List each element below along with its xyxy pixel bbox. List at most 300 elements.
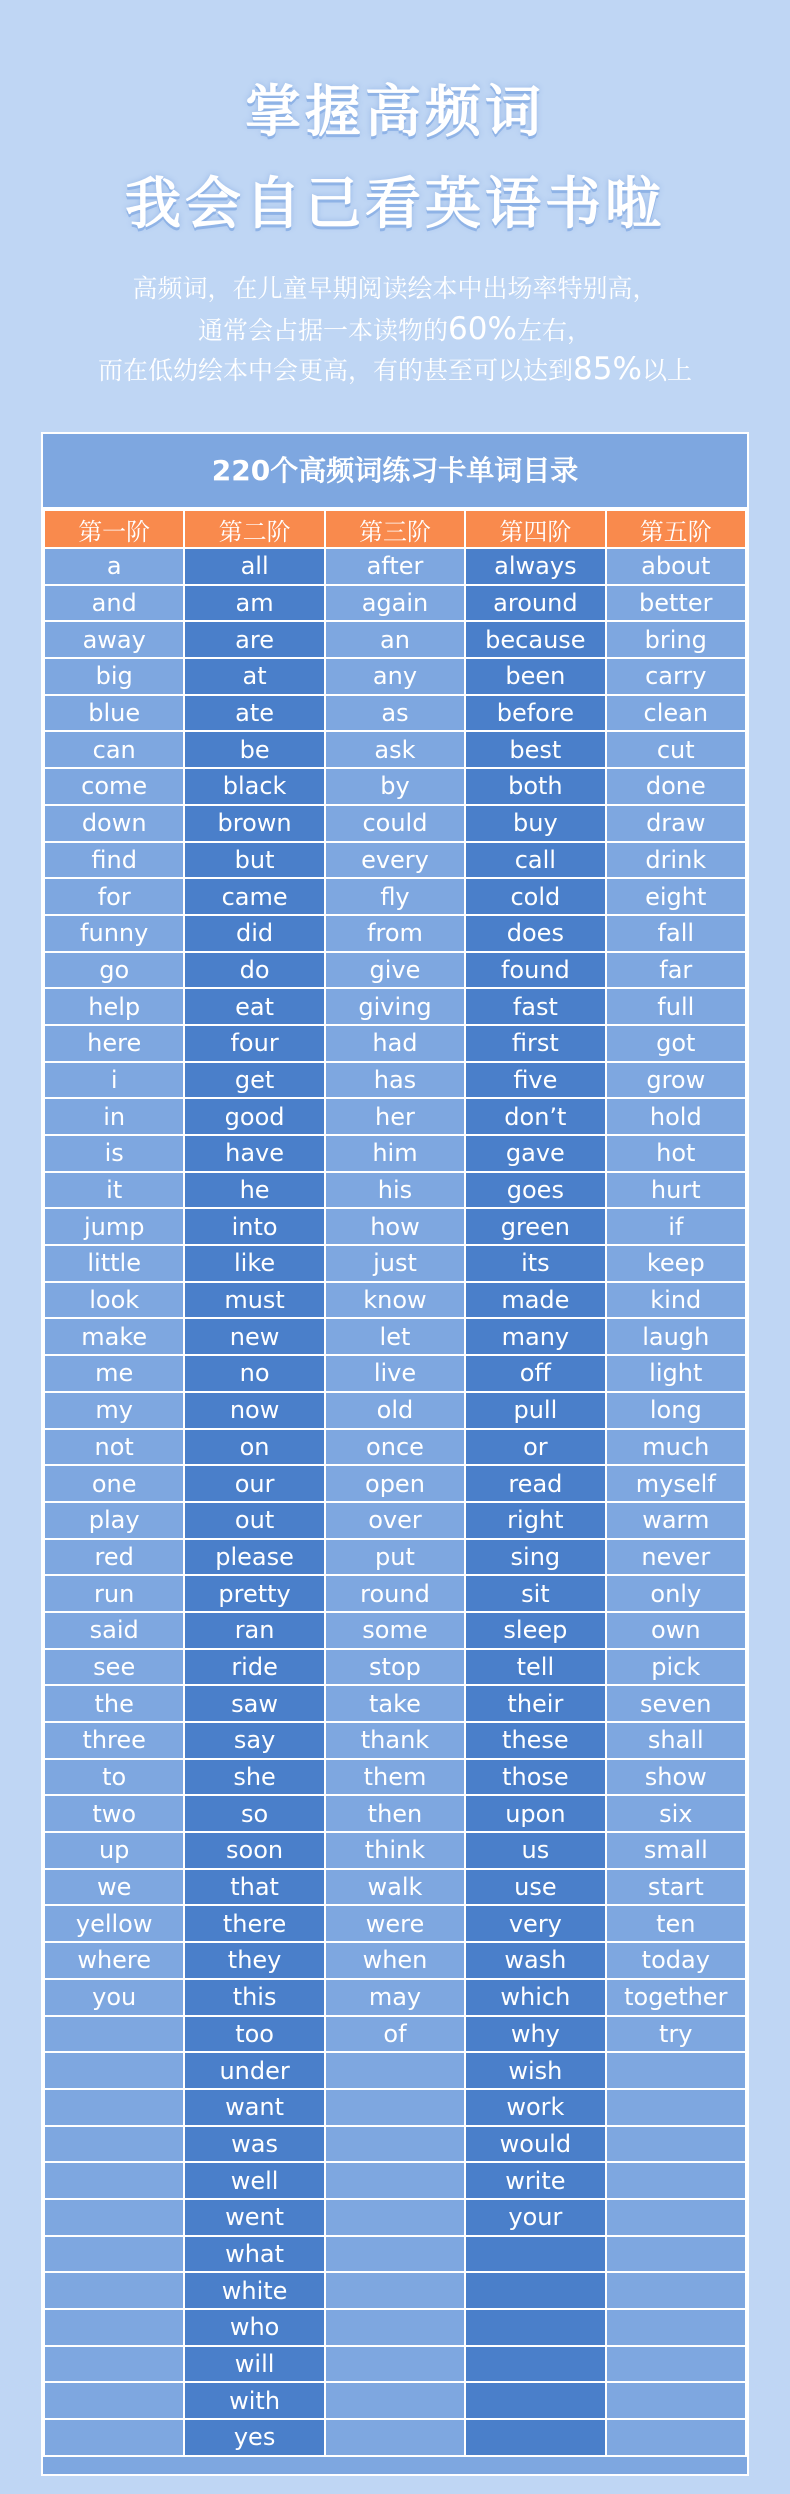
word-cell: got bbox=[606, 1025, 746, 1062]
word-cell: his bbox=[325, 1172, 465, 1209]
table-row bbox=[44, 1062, 746, 1099]
table-row bbox=[44, 1392, 746, 1429]
table-row bbox=[44, 2199, 746, 2236]
word-cell: fly bbox=[325, 878, 465, 915]
word-cell: thank bbox=[325, 1722, 465, 1759]
table-row bbox=[44, 1869, 746, 1906]
word-cell: have bbox=[184, 1135, 324, 1172]
word-cell: well bbox=[184, 2162, 324, 2199]
word-cell: will bbox=[184, 2346, 324, 2383]
word-cell: out bbox=[184, 1502, 324, 1539]
word-cell bbox=[44, 2382, 184, 2419]
word-cell: shall bbox=[606, 1722, 746, 1759]
word-cell bbox=[44, 2089, 184, 2126]
word-cell: warm bbox=[606, 1502, 746, 1539]
table-row bbox=[44, 2052, 746, 2089]
word-cell: us bbox=[465, 1832, 605, 1869]
word-cell: know bbox=[325, 1282, 465, 1319]
word-cell bbox=[606, 2272, 746, 2309]
table-row bbox=[44, 1098, 746, 1135]
word-cell: bring bbox=[606, 621, 746, 658]
word-cell bbox=[44, 2236, 184, 2273]
word-cell bbox=[44, 2016, 184, 2053]
page-title-line2: 我会自己看英语书啦 bbox=[125, 172, 665, 237]
column-header-level2: 第二阶 bbox=[184, 510, 324, 548]
word-cell: because bbox=[465, 621, 605, 658]
word-cell: off bbox=[465, 1355, 605, 1392]
intro-line2-text-b: 左右， bbox=[516, 316, 592, 345]
word-cell: both bbox=[465, 768, 605, 805]
table-body bbox=[44, 548, 746, 2456]
word-cell: are bbox=[184, 621, 324, 658]
word-cell: get bbox=[184, 1062, 324, 1099]
word-cell bbox=[44, 2272, 184, 2309]
word-cell: think bbox=[325, 1832, 465, 1869]
word-cell: put bbox=[325, 1539, 465, 1576]
table-row bbox=[44, 548, 746, 585]
table-row bbox=[44, 1245, 746, 1282]
word-cell: eat bbox=[184, 988, 324, 1025]
word-cell: on bbox=[184, 1429, 324, 1466]
word-cell: you bbox=[44, 1979, 184, 2016]
word-cell: only bbox=[606, 1575, 746, 1612]
word-cell: from bbox=[325, 915, 465, 952]
word-cell: say bbox=[184, 1722, 324, 1759]
word-cell: one bbox=[44, 1465, 184, 1502]
word-cell: find bbox=[44, 842, 184, 879]
table-row bbox=[44, 2016, 746, 2053]
table-row bbox=[44, 1282, 746, 1319]
word-cell: red bbox=[44, 1539, 184, 1576]
word-cell bbox=[325, 2089, 465, 2126]
word-cell: pick bbox=[606, 1649, 746, 1686]
word-cell: came bbox=[184, 878, 324, 915]
word-cell: we bbox=[44, 1869, 184, 1906]
word-cell bbox=[325, 2419, 465, 2456]
page-title-line1: 掌握高频词 bbox=[245, 80, 545, 145]
word-cell: here bbox=[44, 1025, 184, 1062]
word-cell: which bbox=[465, 1979, 605, 2016]
table-row bbox=[44, 2346, 746, 2383]
word-cell: fall bbox=[606, 915, 746, 952]
word-cell: said bbox=[44, 1612, 184, 1649]
table-row bbox=[44, 1942, 746, 1979]
table-row bbox=[44, 2236, 746, 2273]
word-cell: those bbox=[465, 1759, 605, 1796]
word-cell: go bbox=[44, 952, 184, 989]
word-cell: hurt bbox=[606, 1172, 746, 1209]
word-cell: clean bbox=[606, 695, 746, 732]
word-cell: wish bbox=[465, 2052, 605, 2089]
word-cell: run bbox=[44, 1575, 184, 1612]
word-cell: your bbox=[465, 2199, 605, 2236]
word-cell: cold bbox=[465, 878, 605, 915]
word-cell: let bbox=[325, 1318, 465, 1355]
table-row bbox=[44, 695, 746, 732]
word-cell: up bbox=[44, 1832, 184, 1869]
table-row bbox=[44, 585, 746, 622]
table-row bbox=[44, 2309, 746, 2346]
word-cell: call bbox=[465, 842, 605, 879]
word-cell: had bbox=[325, 1025, 465, 1062]
word-cell: him bbox=[325, 1135, 465, 1172]
table-row bbox=[44, 1649, 746, 1686]
word-cell: hold bbox=[606, 1098, 746, 1135]
word-cell: cut bbox=[606, 731, 746, 768]
word-cell: together bbox=[606, 1979, 746, 2016]
word-cell bbox=[606, 2419, 746, 2456]
word-cell bbox=[44, 2309, 184, 2346]
word-cell: eight bbox=[606, 878, 746, 915]
word-cell: over bbox=[325, 1502, 465, 1539]
word-cell: its bbox=[465, 1245, 605, 1282]
table-row bbox=[44, 1318, 746, 1355]
table-header-row bbox=[44, 510, 746, 548]
word-cell: light bbox=[606, 1355, 746, 1392]
word-cell bbox=[325, 2162, 465, 2199]
word-cell: or bbox=[465, 1429, 605, 1466]
word-cell: fast bbox=[465, 988, 605, 1025]
table-row bbox=[44, 952, 746, 989]
intro-line3-text-a: 而在低幼绘本中会更高，有的甚至可以达到 bbox=[98, 356, 574, 385]
word-cell bbox=[325, 2052, 465, 2089]
word-cell: does bbox=[465, 915, 605, 952]
word-cell: big bbox=[44, 658, 184, 695]
word-cell: white bbox=[184, 2272, 324, 2309]
word-cell: keep bbox=[606, 1245, 746, 1282]
word-cell: better bbox=[606, 585, 746, 622]
word-cell bbox=[325, 2346, 465, 2383]
word-cell: any bbox=[325, 658, 465, 695]
word-cell: like bbox=[184, 1245, 324, 1282]
word-cell: that bbox=[184, 1869, 324, 1906]
word-cell: many bbox=[465, 1318, 605, 1355]
table-row bbox=[44, 1795, 746, 1832]
intro-line2-percent: 60% bbox=[448, 311, 517, 347]
word-cell: write bbox=[465, 2162, 605, 2199]
word-cell bbox=[44, 2126, 184, 2163]
word-cell: an bbox=[325, 621, 465, 658]
word-cell: giving bbox=[325, 988, 465, 1025]
word-cell: made bbox=[465, 1282, 605, 1319]
word-cell bbox=[44, 2199, 184, 2236]
word-cell bbox=[325, 2126, 465, 2163]
word-cell bbox=[325, 2309, 465, 2346]
intro-line2-text-a: 通常会占据一本读物的 bbox=[198, 316, 449, 345]
word-cell: help bbox=[44, 988, 184, 1025]
table-row bbox=[44, 1575, 746, 1612]
word-cell: before bbox=[465, 695, 605, 732]
word-cell: tell bbox=[465, 1649, 605, 1686]
word-cell bbox=[606, 2089, 746, 2126]
word-cell: too bbox=[184, 2016, 324, 2053]
table-row bbox=[44, 1429, 746, 1466]
column-header-level1: 第一阶 bbox=[44, 510, 184, 548]
word-cell: were bbox=[325, 1905, 465, 1942]
word-cell: carry bbox=[606, 658, 746, 695]
word-cell: start bbox=[606, 1869, 746, 1906]
word-cell bbox=[606, 2346, 746, 2383]
word-cell bbox=[44, 2419, 184, 2456]
intro-line3 bbox=[0, 352, 790, 388]
word-cell: show bbox=[606, 1759, 746, 1796]
word-cell: new bbox=[184, 1318, 324, 1355]
word-cell: small bbox=[606, 1832, 746, 1869]
word-cell: pull bbox=[465, 1392, 605, 1429]
word-cell: far bbox=[606, 952, 746, 989]
word-cell: and bbox=[44, 585, 184, 622]
word-cell: brown bbox=[184, 805, 324, 842]
word-cell: they bbox=[184, 1942, 324, 1979]
word-cell: i bbox=[44, 1062, 184, 1099]
word-cell bbox=[465, 2346, 605, 2383]
word-cell: look bbox=[44, 1282, 184, 1319]
word-table bbox=[43, 509, 747, 2457]
word-cell: work bbox=[465, 2089, 605, 2126]
word-cell: best bbox=[465, 731, 605, 768]
word-cell: sleep bbox=[465, 1612, 605, 1649]
table-row bbox=[44, 1502, 746, 1539]
word-cell: seven bbox=[606, 1685, 746, 1722]
word-cell: funny bbox=[44, 915, 184, 952]
word-cell: right bbox=[465, 1502, 605, 1539]
word-cell: some bbox=[325, 1612, 465, 1649]
word-cell: live bbox=[325, 1355, 465, 1392]
intro-line3-text-b: 以上 bbox=[641, 356, 692, 385]
word-cell: ate bbox=[184, 695, 324, 732]
word-cell: read bbox=[465, 1465, 605, 1502]
word-cell bbox=[606, 2126, 746, 2163]
word-cell: jump bbox=[44, 1208, 184, 1245]
word-table-card bbox=[41, 432, 749, 2476]
word-cell: upon bbox=[465, 1795, 605, 1832]
word-cell bbox=[465, 2272, 605, 2309]
word-cell: never bbox=[606, 1539, 746, 1576]
word-cell: open bbox=[325, 1465, 465, 1502]
word-cell: every bbox=[325, 842, 465, 879]
word-cell: around bbox=[465, 585, 605, 622]
table-row bbox=[44, 2126, 746, 2163]
word-cell: very bbox=[465, 1905, 605, 1942]
word-cell bbox=[44, 2052, 184, 2089]
word-cell: who bbox=[184, 2309, 324, 2346]
word-cell: six bbox=[606, 1795, 746, 1832]
word-cell bbox=[465, 2419, 605, 2456]
word-cell: take bbox=[325, 1685, 465, 1722]
table-row bbox=[44, 1465, 746, 1502]
word-cell: has bbox=[325, 1062, 465, 1099]
word-cell: away bbox=[44, 621, 184, 658]
word-cell: as bbox=[325, 695, 465, 732]
word-cell bbox=[325, 2272, 465, 2309]
table-row bbox=[44, 658, 746, 695]
word-cell: to bbox=[44, 1759, 184, 1796]
word-cell: the bbox=[44, 1685, 184, 1722]
word-cell: four bbox=[184, 1025, 324, 1062]
word-cell: may bbox=[325, 1979, 465, 2016]
word-cell: all bbox=[184, 548, 324, 585]
table-row bbox=[44, 878, 746, 915]
word-cell: full bbox=[606, 988, 746, 1025]
word-cell: yellow bbox=[44, 1905, 184, 1942]
word-cell: but bbox=[184, 842, 324, 879]
word-cell: soon bbox=[184, 1832, 324, 1869]
word-cell: three bbox=[44, 1722, 184, 1759]
word-cell: draw bbox=[606, 805, 746, 842]
word-cell: green bbox=[465, 1208, 605, 1245]
word-cell bbox=[325, 2382, 465, 2419]
table-row bbox=[44, 2382, 746, 2419]
word-cell: so bbox=[184, 1795, 324, 1832]
word-cell: today bbox=[606, 1942, 746, 1979]
table-row bbox=[44, 768, 746, 805]
word-cell: at bbox=[184, 658, 324, 695]
word-cell bbox=[44, 2346, 184, 2383]
table-row bbox=[44, 1135, 746, 1172]
word-cell: pretty bbox=[184, 1575, 324, 1612]
table-row bbox=[44, 1025, 746, 1062]
word-cell: little bbox=[44, 1245, 184, 1282]
word-cell: much bbox=[606, 1429, 746, 1466]
word-cell: see bbox=[44, 1649, 184, 1686]
table-row bbox=[44, 1612, 746, 1649]
word-cell: grow bbox=[606, 1062, 746, 1099]
word-cell: make bbox=[44, 1318, 184, 1355]
word-cell bbox=[606, 2236, 746, 2273]
word-cell: laugh bbox=[606, 1318, 746, 1355]
table-row bbox=[44, 2162, 746, 2199]
intro-line3-percent: 85% bbox=[573, 351, 642, 387]
table-row bbox=[44, 1355, 746, 1392]
word-cell: old bbox=[325, 1392, 465, 1429]
word-cell: under bbox=[184, 2052, 324, 2089]
word-cell bbox=[606, 2199, 746, 2236]
word-cell: she bbox=[184, 1759, 324, 1796]
word-cell: wash bbox=[465, 1942, 605, 1979]
table-row bbox=[44, 2272, 746, 2309]
word-cell: now bbox=[184, 1392, 324, 1429]
word-cell bbox=[44, 2162, 184, 2199]
word-cell: come bbox=[44, 768, 184, 805]
word-cell: done bbox=[606, 768, 746, 805]
word-cell: drink bbox=[606, 842, 746, 879]
table-row bbox=[44, 2089, 746, 2126]
word-cell: don’t bbox=[465, 1098, 605, 1135]
word-cell: into bbox=[184, 1208, 324, 1245]
word-cell: try bbox=[606, 2016, 746, 2053]
table-row bbox=[44, 915, 746, 952]
table-row bbox=[44, 731, 746, 768]
word-cell: hot bbox=[606, 1135, 746, 1172]
word-cell: no bbox=[184, 1355, 324, 1392]
word-cell: once bbox=[325, 1429, 465, 1466]
word-cell: play bbox=[44, 1502, 184, 1539]
table-row bbox=[44, 842, 746, 879]
word-cell: in bbox=[44, 1098, 184, 1135]
table-row bbox=[44, 1759, 746, 1796]
word-cell: my bbox=[44, 1392, 184, 1429]
word-cell: me bbox=[44, 1355, 184, 1392]
word-cell: stop bbox=[325, 1649, 465, 1686]
word-cell bbox=[606, 2309, 746, 2346]
word-cell: with bbox=[184, 2382, 324, 2419]
word-cell: gave bbox=[465, 1135, 605, 1172]
word-cell: these bbox=[465, 1722, 605, 1759]
word-cell: saw bbox=[184, 1685, 324, 1722]
word-cell: their bbox=[465, 1685, 605, 1722]
word-cell: buy bbox=[465, 805, 605, 842]
table-title: 220个高频词练习卡单词目录 bbox=[43, 434, 747, 509]
word-cell: ran bbox=[184, 1612, 324, 1649]
word-cell: do bbox=[184, 952, 324, 989]
intro-line2 bbox=[0, 312, 790, 348]
word-cell: her bbox=[325, 1098, 465, 1135]
word-cell: two bbox=[44, 1795, 184, 1832]
word-cell: walk bbox=[325, 1869, 465, 1906]
table-row bbox=[44, 1832, 746, 1869]
word-cell bbox=[325, 2236, 465, 2273]
table-row bbox=[44, 2419, 746, 2456]
column-header-level4: 第四阶 bbox=[465, 510, 605, 548]
table-row bbox=[44, 1722, 746, 1759]
word-cell: down bbox=[44, 805, 184, 842]
word-cell: want bbox=[184, 2089, 324, 2126]
word-cell bbox=[606, 2382, 746, 2419]
word-cell: is bbox=[44, 1135, 184, 1172]
word-cell: how bbox=[325, 1208, 465, 1245]
word-cell: there bbox=[184, 1905, 324, 1942]
table-row bbox=[44, 1905, 746, 1942]
word-cell: myself bbox=[606, 1465, 746, 1502]
word-cell: goes bbox=[465, 1172, 605, 1209]
word-cell: ride bbox=[184, 1649, 324, 1686]
word-cell: five bbox=[465, 1062, 605, 1099]
word-cell: it bbox=[44, 1172, 184, 1209]
word-cell: them bbox=[325, 1759, 465, 1796]
word-cell: this bbox=[184, 1979, 324, 2016]
word-cell: use bbox=[465, 1869, 605, 1906]
table-row bbox=[44, 1685, 746, 1722]
word-cell: ask bbox=[325, 731, 465, 768]
word-cell: good bbox=[184, 1098, 324, 1135]
word-cell: if bbox=[606, 1208, 746, 1245]
word-cell: again bbox=[325, 585, 465, 622]
word-cell: would bbox=[465, 2126, 605, 2163]
word-cell: always bbox=[465, 548, 605, 585]
word-cell: am bbox=[184, 585, 324, 622]
word-cell: did bbox=[184, 915, 324, 952]
word-cell: sing bbox=[465, 1539, 605, 1576]
word-cell: after bbox=[325, 548, 465, 585]
column-header-level5: 第五阶 bbox=[606, 510, 746, 548]
table-row bbox=[44, 1208, 746, 1245]
word-cell: kind bbox=[606, 1282, 746, 1319]
word-cell: just bbox=[325, 1245, 465, 1282]
word-cell: please bbox=[184, 1539, 324, 1576]
word-cell: black bbox=[184, 768, 324, 805]
table-row bbox=[44, 805, 746, 842]
word-cell: our bbox=[184, 1465, 324, 1502]
word-cell: not bbox=[44, 1429, 184, 1466]
word-cell: went bbox=[184, 2199, 324, 2236]
word-cell: about bbox=[606, 548, 746, 585]
word-cell: can bbox=[44, 731, 184, 768]
word-cell bbox=[465, 2236, 605, 2273]
word-cell: first bbox=[465, 1025, 605, 1062]
word-cell: for bbox=[44, 878, 184, 915]
word-cell: must bbox=[184, 1282, 324, 1319]
word-cell bbox=[465, 2382, 605, 2419]
